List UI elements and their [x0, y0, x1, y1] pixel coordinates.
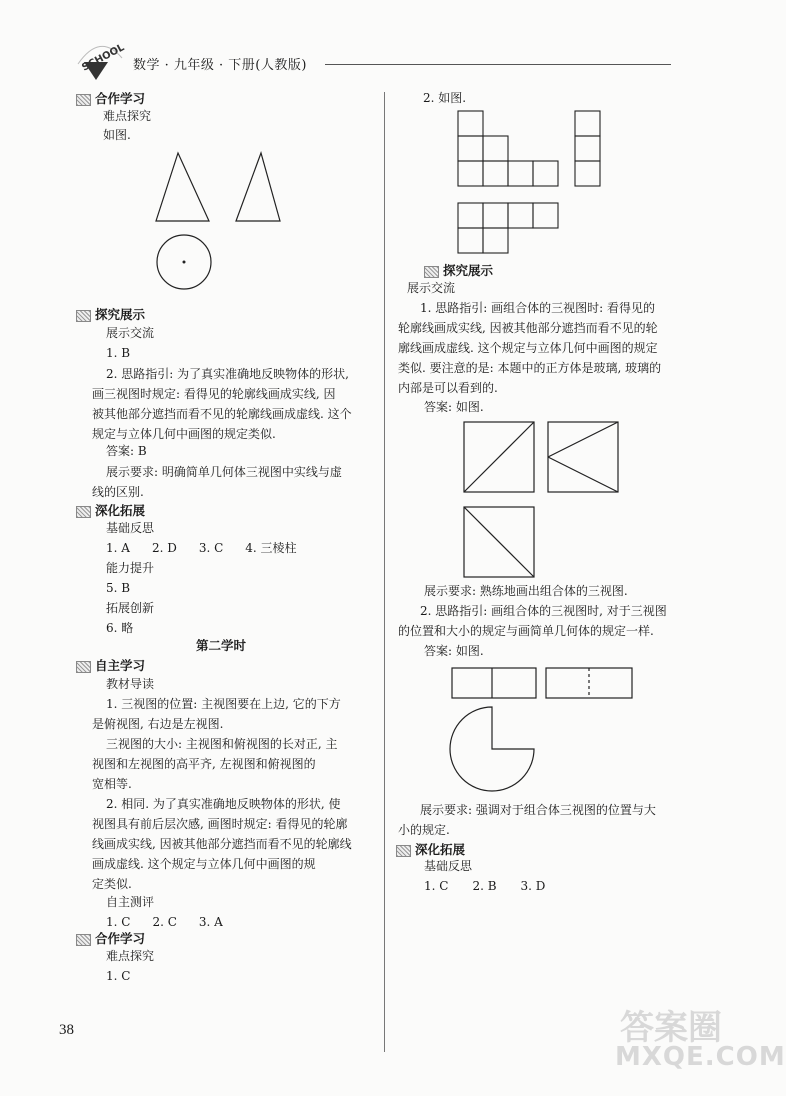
paragraph: 2. 思路指引: 画组合体的三视图时, 对于三视图 的位置和大小的规定与画简单几何体的规定一样. — [398, 604, 667, 638]
top-view-sector — [450, 707, 534, 791]
top-view — [464, 507, 534, 577]
section-icon — [76, 506, 91, 518]
subheading: 展示交流 — [106, 326, 155, 340]
subheading: 展示交流 — [407, 281, 456, 295]
subheading: 教材导读 — [106, 677, 155, 691]
section-icon — [396, 845, 411, 857]
answer: 答案: B — [106, 444, 147, 458]
paragraph: 展示要求: 强调对于组合体三视图的位置与大 小的规定. — [398, 803, 656, 837]
svg-text:SCHOOL: SCHOOL — [80, 42, 127, 74]
answer-row: 1. A 2. D 3. C 4. 三棱柱 — [106, 541, 297, 555]
section-icon — [76, 934, 91, 946]
section-icon — [424, 266, 439, 278]
grid-l-shape — [458, 111, 558, 186]
page-number: 38 — [59, 1022, 74, 1038]
subheading: 难点探究 — [106, 949, 155, 963]
watermark-url: MXQE.COM — [615, 1042, 786, 1072]
figure-glass-cube-views — [462, 420, 622, 590]
section-heading: 自主学习 — [76, 656, 145, 674]
subheading: 拓展创新 — [106, 601, 155, 615]
figure-combination-views — [448, 664, 638, 794]
paragraph: 1. 三视图的位置: 主视图要在上边, 它的下方 是俯视图, 右边是左视图. — [92, 697, 341, 731]
header-title: 数学 · 九年级 · 下册(人教版) — [133, 58, 307, 73]
paragraph: 展示要求: 明确简单几何体三视图中实线与虚 线的区别. — [92, 465, 342, 499]
section-heading: 探究展示 — [76, 305, 145, 323]
school-logo-icon — [74, 40, 126, 80]
section-icon — [76, 661, 91, 673]
answer: 6. 略 — [106, 621, 134, 635]
answer: 1. B — [106, 346, 131, 360]
answer-row: 1. C 2. B 3. D — [424, 879, 546, 893]
column-divider — [384, 92, 385, 1052]
answer: 答案: 如图. — [424, 644, 484, 658]
school-logo — [74, 40, 126, 80]
grid-column — [575, 111, 600, 186]
figure-square-grids — [455, 108, 615, 258]
lesson-title: 第二学时 — [196, 638, 247, 653]
header-rule — [325, 64, 671, 65]
subheading: 基础反思 — [424, 859, 473, 873]
paragraph: 2. 思路指引: 为了真实准确地反映物体的形状, 画三视图时规定: 看得见的轮廓线画成实线, 因 被其他部分遮挡而看不见的轮廓线画成虚线. 这个 规定与立体几何中画图的规定类似. — [92, 367, 352, 441]
front-view — [452, 668, 536, 698]
section-heading: 探究展示 — [424, 261, 493, 279]
triangle-right — [236, 153, 280, 221]
triangle-left — [156, 153, 209, 221]
answer-row: 1. C 2. C 3. A — [106, 915, 223, 929]
answer: 2. 如图. — [423, 91, 467, 105]
section-heading: 深化拓展 — [76, 501, 145, 519]
subheading: 自主测评 — [106, 895, 155, 909]
section-heading: 合作学习 — [76, 929, 145, 947]
subheading: 能力提升 — [106, 561, 155, 575]
paragraph: 1. 思路指引: 画组合体的三视图时: 看得见的 轮廓线画成实线, 因被其他部分遮挡而看不见的轮 廓线画成虚线. 这个规定与立体几何中画图的规定 类似. 要注意的是: 本题中的正方体是玻璃, 玻璃的 内部是可以看到的. — [398, 301, 662, 395]
paragraph: 展示要求: 熟练地画出组合体的三视图. — [424, 584, 628, 598]
answer: 5. B — [106, 581, 131, 595]
side-view — [548, 422, 618, 492]
subheading: 基础反思 — [106, 521, 155, 535]
grid-bottom — [458, 203, 558, 253]
side-view — [546, 668, 632, 698]
answer: 答案: 如图. — [424, 400, 484, 414]
section-icon — [76, 310, 91, 322]
watermark-logo: 答案圈 — [620, 1008, 722, 1048]
figure-triangles-circle — [150, 148, 280, 288]
answer: 1. C — [106, 969, 131, 983]
text: 如图. — [103, 128, 131, 142]
front-view — [464, 422, 534, 492]
subheading: 难点探究 — [103, 109, 152, 123]
section-icon — [76, 94, 91, 106]
circle-center — [183, 261, 186, 264]
section-heading: 合作学习 — [76, 89, 145, 107]
section-heading: 深化拓展 — [396, 840, 465, 858]
paragraph: 三视图的大小: 主视图和俯视图的长对正, 主 视图和左视图的高平齐, 左视图和俯视图的 宽相等. — [92, 737, 338, 791]
paragraph: 2. 相同. 为了真实准确地反映物体的形状, 使 视图具有前后层次感, 画图时规定: 看得见的轮廓 线画成实线, 因被其他部分遮挡而看不见的轮廓线 画成虚线. 这个规定与立体几何中画图的规 定类似. — [92, 797, 352, 891]
